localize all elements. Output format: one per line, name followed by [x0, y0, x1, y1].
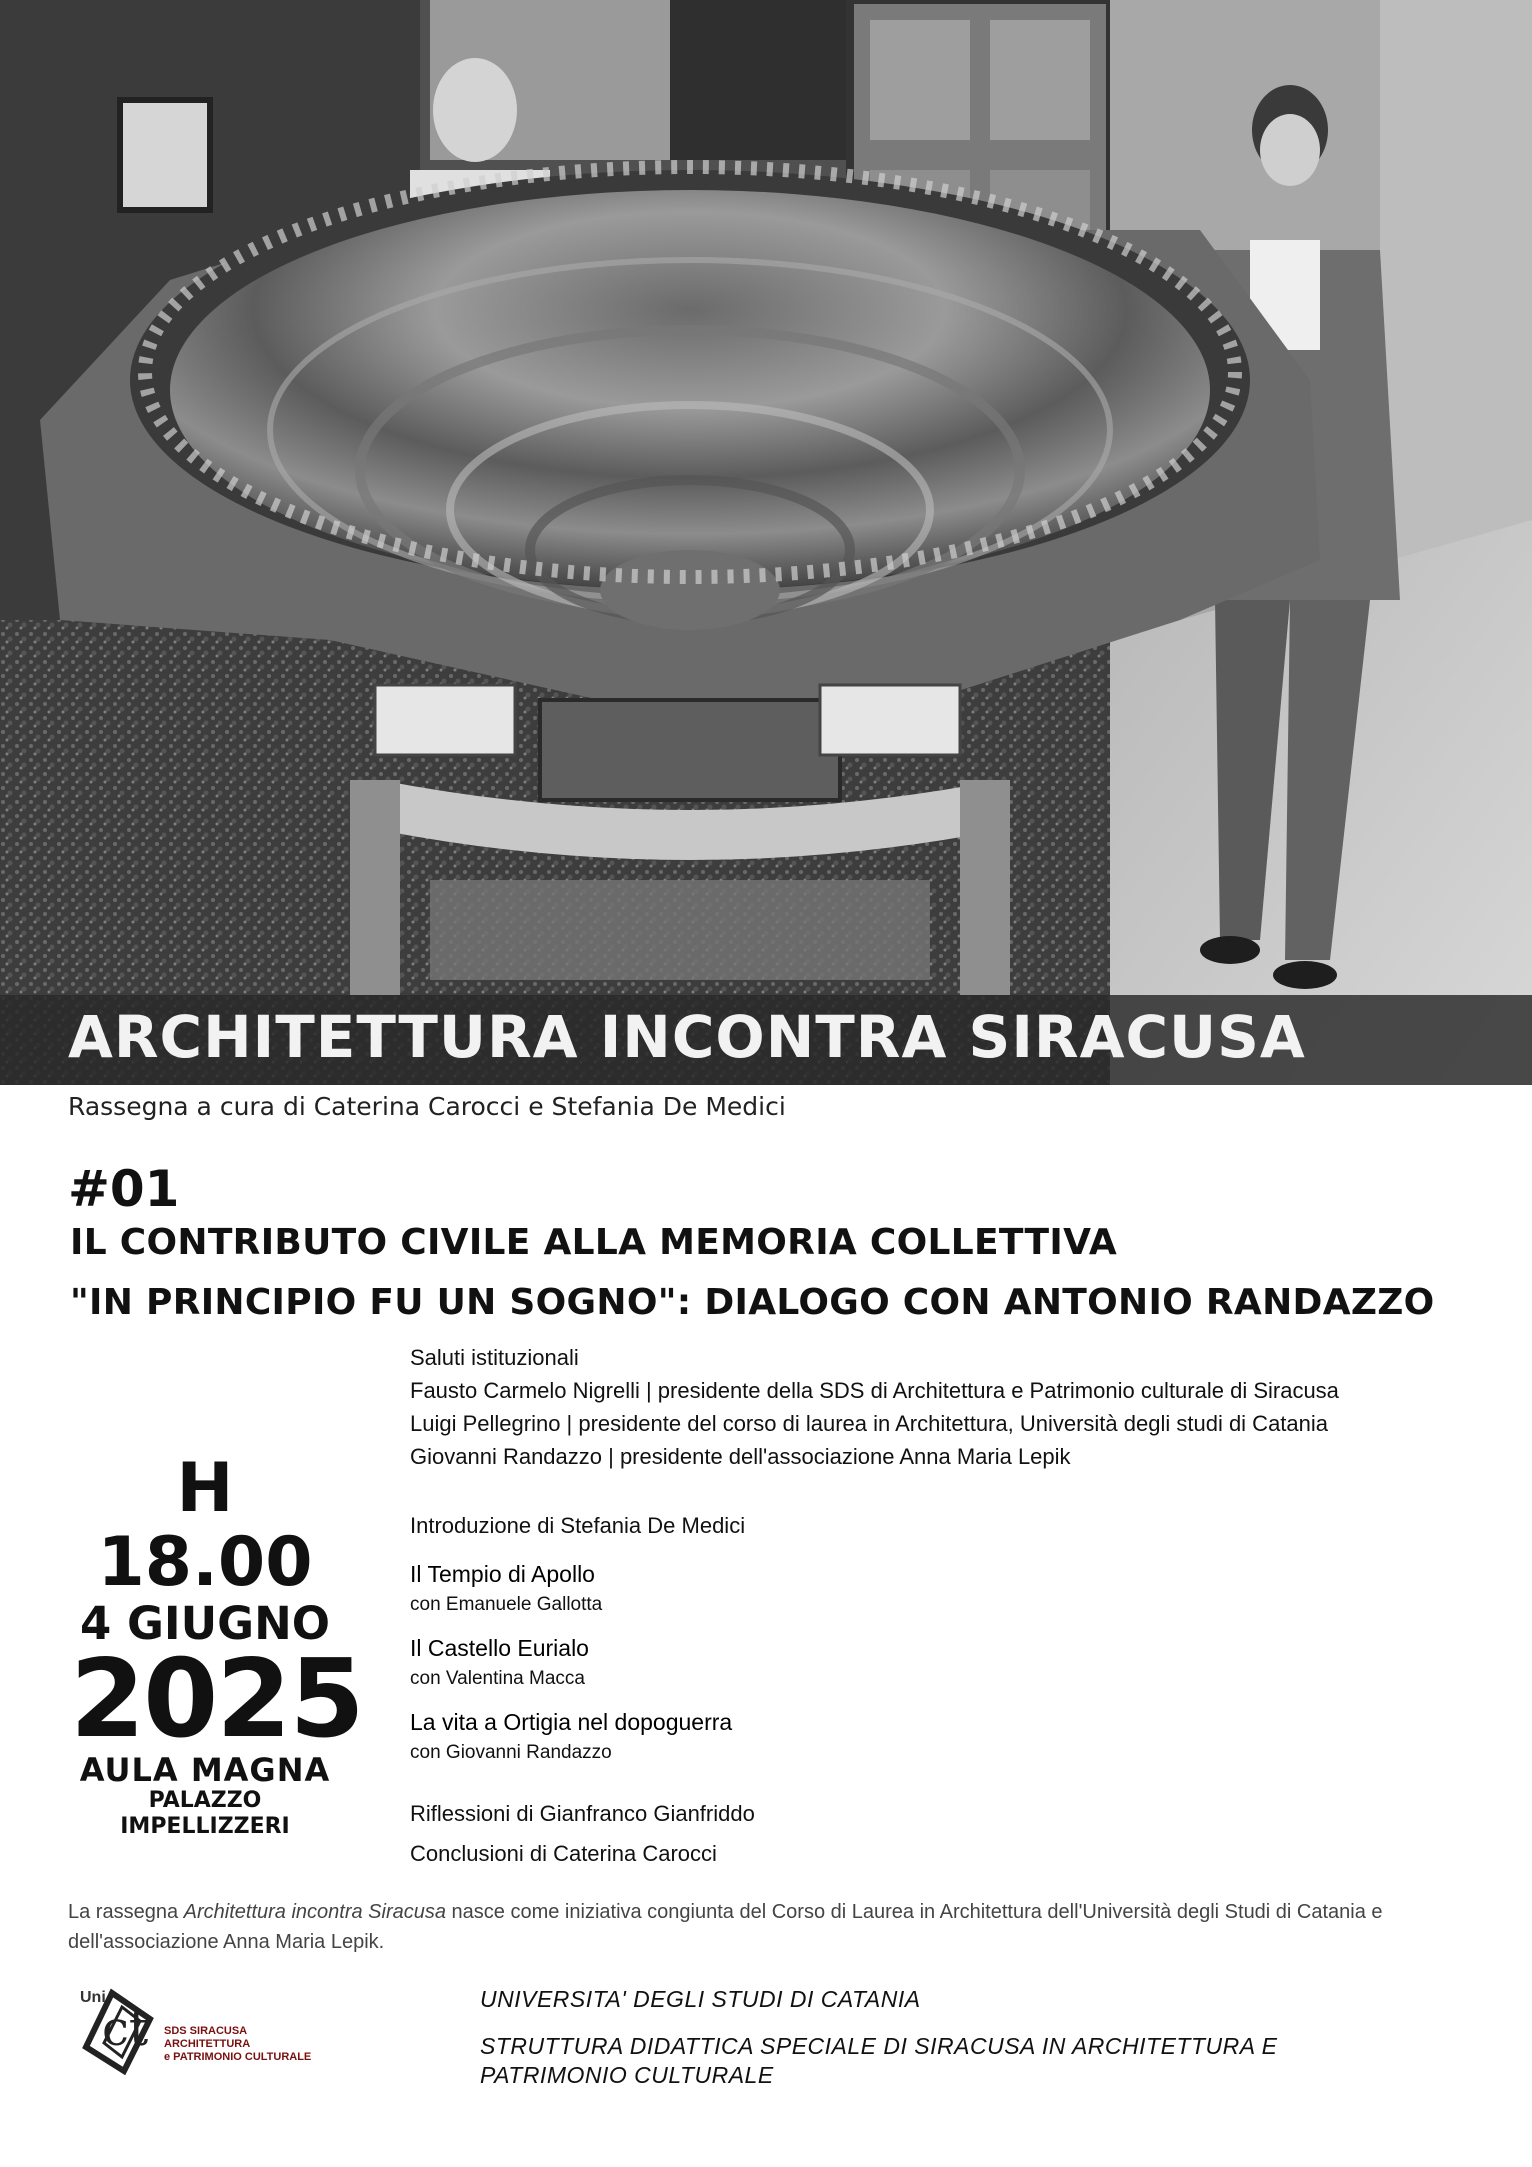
date-block [70, 1449, 363, 1840]
greetings-heading: Saluti istituzionali [410, 1345, 579, 1370]
event-number: #01 [68, 1160, 180, 1218]
institution-line-3: PATRIMONIO CULTURALE [480, 2062, 774, 2088]
note-italic-title: Architettura incontra Siracusa [183, 1901, 446, 1923]
event-building: PALAZZO IMPELLIZZERI [120, 1788, 290, 1839]
event-date: 4 GIUGNO [79, 1597, 331, 1650]
institution-line-2: STRUTTURA DIDATTICA SPECIALE DI SIRACUSA IN ARCHITETTURA E [480, 2033, 1278, 2059]
logo-line-1: SDS SIRACUSA [164, 2025, 248, 2037]
greeting-item: Fausto Carmelo Nigrelli | presidente della SDS di Architettura e Patrimonio culturale di Siracusa [410, 1378, 1339, 1403]
event-venue: AULA MAGNA [79, 1751, 331, 1789]
introduction: Introduzione di Stefania De Medici [410, 1513, 746, 1538]
talk-title: La vita a Ortigia nel dopoguerra [410, 1709, 733, 1735]
initiative-note [68, 1897, 1468, 1957]
logo-line-2: ARCHITETTURA [164, 2038, 251, 2050]
conclusions: Conclusioni di Caterina Carocci [410, 1841, 717, 1866]
logo-line-3: e PATRIMONIO CULTURALE [164, 2051, 312, 2063]
reflections: Riflessioni di Gianfranco Gianfriddo [410, 1801, 755, 1826]
greeting-item: Giovanni Randazzo | presidente dell'associazione Anna Maria Lepik [410, 1444, 1071, 1469]
talk-speaker: con Valentina Macca [410, 1668, 585, 1689]
event-time: H 18.00 [97, 1449, 313, 1602]
talk-title: Il Castello Eurialo [410, 1635, 589, 1661]
note-prefix: La rassegna [68, 1901, 184, 1923]
curators-line: Rassegna a cura di Caterina Carocci e Stefania De Medici [68, 1092, 786, 1121]
event-title-line-2: "IN PRINCIPIO FU UN SOGNO": DIALOGO CON ANTONIO RANDAZZO [70, 1282, 1435, 1323]
event-year: 2025 [70, 1637, 363, 1762]
greeting-item: Luigi Pellegrino | presidente del corso di laurea in Architettura, Università degli studi di Catania [410, 1411, 1329, 1436]
talk-title: Il Tempio di Apollo [410, 1561, 595, 1587]
sds-logo [72, 1985, 342, 2085]
institution-line-1: UNIVERSITA' DEGLI STUDI DI CATANIA [480, 1986, 921, 2012]
talk-speaker: con Emanuele Gallotta [410, 1594, 603, 1615]
main-title: ARCHITETTURA INCONTRA SIRACUSA [68, 1003, 1306, 1071]
logo-ct: ct [102, 2001, 149, 2057]
note-suffix: nasce come iniziativa congiunta del Corso di Laurea in Architettura dell'Università degli Studi di Catania e dell'associazione Anna Maria Lepik. [68, 1901, 1383, 1953]
talk-speaker: con Giovanni Randazzo [410, 1742, 612, 1763]
logo-uni: Uni [80, 1989, 106, 2006]
event-title-line-1: IL CONTRIBUTO CIVILE ALLA MEMORIA COLLETTIVA [70, 1222, 1117, 1263]
